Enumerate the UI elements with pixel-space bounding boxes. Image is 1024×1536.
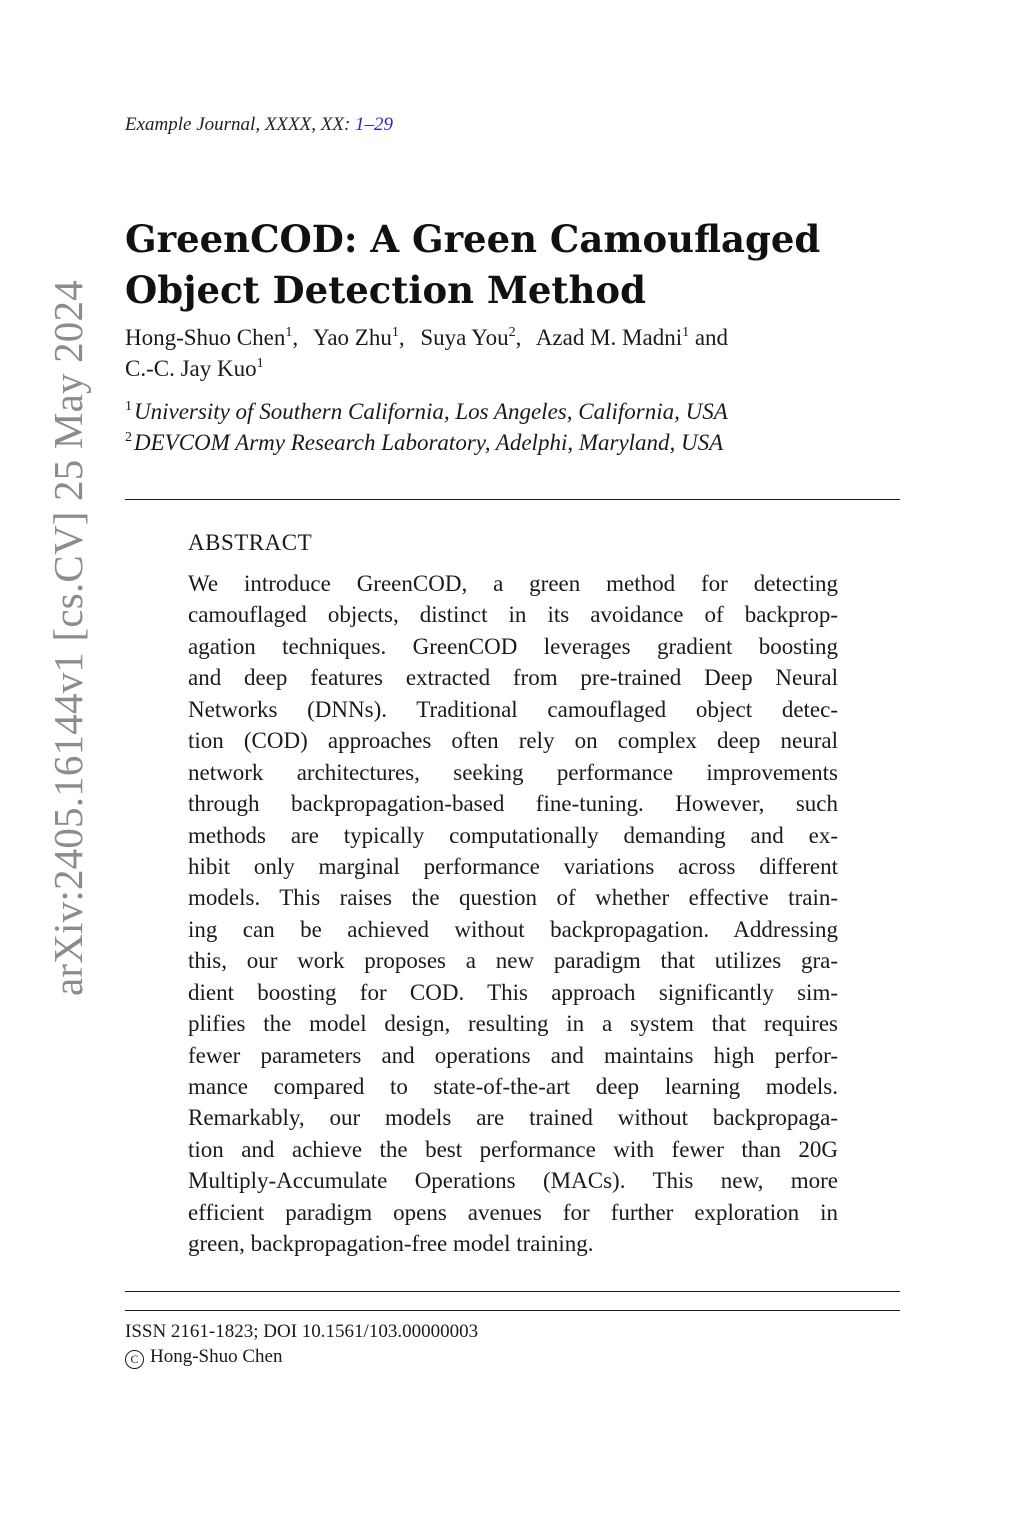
journal-header <box>125 114 393 136</box>
abstract-line: tion (COD) approaches often rely on complex deep neural <box>188 728 838 754</box>
abstract-line: mance compared to state-of-the-art deep learning models. <box>188 1074 838 1099</box>
abstract-heading: ABSTRACT <box>188 530 313 555</box>
author-list <box>125 322 885 384</box>
abstract-line: efficient paradigm opens avenues for further exploration in <box>188 1199 838 1225</box>
abstract-line: green, backpropagation-free model training. <box>188 1231 594 1257</box>
author-affiliation-mark: 2 <box>508 325 516 340</box>
abstract-line: methods are typically computationally demanding and ex- <box>188 822 838 848</box>
paper-title <box>125 214 885 316</box>
publication-footer <box>125 1319 478 1369</box>
author: Azad M. Madni$^1$ and <box>535 325 729 350</box>
paper-title-line: Object Detection Method <box>125 268 646 312</box>
affiliation-list <box>125 396 905 458</box>
journal-pages-link[interactable]: 1–29 <box>355 114 394 135</box>
abstract-line: fewer parameters and operations and maintains high perfor- <box>188 1042 838 1068</box>
author: C.-C. Jay Kuo$^1$ <box>125 356 264 381</box>
abstract-line: and deep features extracted from pre-trained Deep Neural <box>188 665 838 691</box>
abstract-line: camouflaged objects, distinct in its avoidance of backprop- <box>188 602 838 628</box>
abstract-line: Networks (DNNs). Traditional camouflaged object detec- <box>188 696 838 722</box>
author: Yao Zhu$^1$, <box>313 325 405 350</box>
affiliation: $^1$University of Southern California, Los Angeles, California, USA <box>125 399 728 424</box>
abstract-line: network architectures, seeking performance improvements <box>188 759 838 785</box>
abstract-text <box>188 568 838 1260</box>
abstract-line: models. This raises the question of whether effective train- <box>188 885 838 911</box>
arxiv-identifier-stamp: arXiv:2405.16144v1 [cs.CV] 25 May 2024 <box>45 280 91 996</box>
abstract-line: hibit only marginal performance variations across different <box>188 853 838 879</box>
author: Hong-Shuo Chen$^1$, <box>125 325 299 350</box>
abstract-line: through backpropagation-based fine-tuning. However, such <box>188 791 838 817</box>
abstract-line: dient boosting for COD. This approach significantly sim- <box>188 979 838 1005</box>
abstract-line: Multiply-Accumulate Operations (MACs). This new, more <box>188 1168 838 1194</box>
author-affiliation-mark: 1 <box>682 325 690 340</box>
abstract-line: this, our work proposes a new paradigm that utilizes gra- <box>188 948 838 974</box>
abstract-line: Remarkably, our models are trained without backpropaga- <box>188 1105 838 1131</box>
author-affiliation-mark: 1 <box>256 356 264 371</box>
abstract-line: tion and achieve the best performance with fewer than 20G <box>188 1136 838 1162</box>
author-affiliation-mark: 1 <box>285 325 293 340</box>
copyright-line <box>125 1344 478 1369</box>
abstract-line: ing can be achieved without backpropagation. Addressing <box>188 916 838 942</box>
footer-divider-upper <box>125 1291 900 1292</box>
journal-name: Example Journal, XXXX, XX: <box>125 114 351 135</box>
header-divider <box>125 499 900 500</box>
issn-doi: ISSN 2161-1823; DOI 10.1561/103.00000003 <box>125 1321 479 1342</box>
footer-divider-lower <box>125 1310 900 1311</box>
affiliation: $^2$DEVCOM Army Research Laboratory, Adelphi, Maryland, USA <box>125 430 724 455</box>
abstract-line: plifies the model design, resulting in a system that requires <box>188 1011 838 1037</box>
author-affiliation-mark: 1 <box>391 325 399 340</box>
abstract-line: agation techniques. GreenCOD leverages gradient boosting <box>188 633 838 659</box>
copyright-icon: C <box>125 1350 144 1369</box>
copyright-holder: Hong-Shuo Chen <box>150 1346 283 1367</box>
paper-title-line: GreenCOD: A Green Camouflaged <box>125 217 821 261</box>
abstract-line: We introduce GreenCOD, a green method for detecting <box>188 571 838 596</box>
author: Suya You$^2$, <box>420 325 522 350</box>
